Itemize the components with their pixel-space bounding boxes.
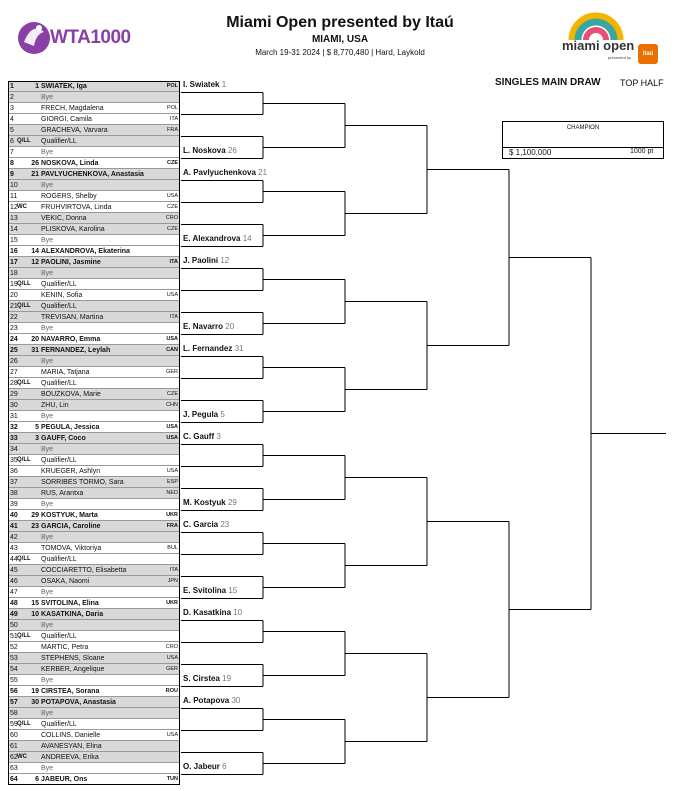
entry-number: 20 [10, 292, 18, 299]
entry-number: 10 [10, 182, 18, 189]
entry-name: Bye [41, 149, 54, 156]
entry-number: 39 [10, 501, 18, 508]
entry-number: 6 [10, 138, 14, 145]
second-round-name: I. Swiatek [183, 80, 222, 89]
entry-name: Bye [41, 94, 54, 101]
second-round-seed: 30 [231, 696, 241, 705]
entry-country: ITA [169, 567, 178, 573]
entry-number: 27 [10, 369, 18, 376]
entry-number: 13 [10, 215, 18, 222]
entry-name: MARTIC, Petra [41, 644, 89, 651]
entry-number: 40 [10, 512, 18, 519]
champion-label: CHAMPION [566, 125, 600, 131]
entry-seed: 31 [31, 347, 39, 354]
entry-name: Bye [41, 358, 54, 365]
entry-name: Qualifier/LL [41, 303, 77, 310]
entry-name: TREVISAN, Martina [41, 314, 104, 321]
entry-name: Qualifier/LL [41, 556, 77, 563]
second-round-seed: 6 [222, 762, 227, 771]
entry-number: 14 [10, 226, 18, 233]
entry-country: POL [166, 83, 178, 89]
entry-number: 12 [10, 204, 18, 211]
entry-name: Bye [41, 534, 54, 541]
sponsor-name: miami open [562, 38, 635, 53]
second-round-name: S. Cirstea [183, 674, 223, 683]
entry-number: 64 [10, 776, 18, 783]
entry-number: 35 [10, 457, 18, 464]
entry-name: SVITOLINA, Elina [41, 600, 99, 607]
entry-number: 5 [10, 127, 14, 134]
entry-number: 24 [10, 336, 18, 343]
second-round-seed: 31 [234, 344, 244, 353]
entry-name: RUS, Arantxa [41, 490, 84, 497]
entry-number: 47 [10, 589, 18, 596]
entry-country: ROU [165, 688, 178, 694]
entry-name: Bye [41, 413, 54, 420]
entry-country: BUL [167, 545, 178, 551]
entry-name: Bye [41, 270, 54, 277]
entry-tag: Q/LL [17, 457, 31, 463]
second-round-name: E. Alexandrova [183, 234, 243, 243]
entry-seed: 5 [35, 424, 39, 431]
entry-name: Bye [41, 622, 54, 629]
second-round-name: J. Paolini [183, 256, 221, 265]
entry-name: Bye [41, 765, 54, 772]
entry-number: 4 [10, 116, 14, 123]
entry-name: Bye [41, 182, 54, 189]
entry-number: 57 [10, 699, 18, 706]
entry-number: 33 [10, 435, 18, 442]
entry-number: 51 [10, 633, 18, 640]
entry-name: VEKIC, Donna [41, 215, 87, 222]
entry-seed: 26 [31, 160, 39, 167]
second-round-name: L. Fernandez [183, 344, 235, 353]
entry-number: 9 [10, 171, 14, 178]
entry-number: 50 [10, 622, 18, 629]
entry-number: 48 [10, 600, 18, 607]
entry-number: 58 [10, 710, 18, 717]
entry-number: 59 [10, 721, 18, 728]
itau-logo: itaú [638, 44, 658, 64]
entry-name: MARIA, Tatjana [41, 369, 90, 376]
entry-tag: Q/LL [17, 380, 31, 386]
entry-number: 36 [10, 468, 18, 475]
second-round-name: O. Jabeur [183, 762, 223, 771]
entry-number: 16 [10, 248, 18, 255]
entry-country: ITA [169, 259, 178, 265]
entry-name: POTAPOVA, Anastasia [41, 699, 116, 706]
entry-country: USA [166, 193, 178, 199]
entry-name: Qualifier/LL [41, 721, 77, 728]
entry-tag: Q/LL [17, 303, 31, 309]
second-round-name: C. Garcia [183, 520, 221, 529]
entry-seed: 1 [35, 83, 39, 90]
entry-tag: WC [17, 754, 27, 760]
entry-name: ALEXANDROVA, Ekaterina [41, 248, 130, 255]
entry-country: CZE [167, 391, 178, 397]
entry-seed: 14 [31, 248, 39, 255]
entry-name: PAOLINI, Jasmine [41, 259, 101, 266]
entry-seed: 20 [31, 336, 39, 343]
entry-tag: Q/LL [17, 281, 31, 287]
entry-name: FRECH, Magdalena [41, 105, 104, 112]
champion-prize: $ 1,100,000 [509, 148, 552, 157]
entry-country: CRO [165, 215, 178, 221]
second-round-name: C. Gauff [183, 432, 217, 441]
entry-name: Bye [41, 237, 54, 244]
entry-number: 53 [10, 655, 18, 662]
entry-country: CZE [167, 160, 178, 166]
entry-number: 44 [10, 556, 18, 563]
entry-number: 60 [10, 732, 18, 739]
entry-name: SORRIBES TORMO, Sara [41, 479, 124, 486]
second-round-seed: 5 [220, 410, 225, 419]
entry-country: USA [166, 292, 178, 298]
entry-name: ROGERS, Shelby [41, 193, 97, 200]
entry-country: FRA [166, 523, 178, 529]
entry-number: 2 [10, 94, 14, 101]
entry-number: 7 [10, 149, 14, 156]
entry-number: 34 [10, 446, 18, 453]
entry-number: 32 [10, 424, 18, 431]
entry-number: 8 [10, 160, 14, 167]
second-round-name: A. Potapova [183, 696, 232, 705]
entry-number: 19 [10, 281, 18, 288]
entry-country: GER [166, 369, 178, 375]
entry-number: 61 [10, 743, 18, 750]
entry-number: 11 [10, 193, 18, 200]
second-round-seed: 21 [258, 168, 268, 177]
entry-seed: 3 [35, 435, 39, 442]
entry-name: KRUEGER, Ashlyn [41, 468, 101, 475]
entry-tag: Q/LL [17, 556, 31, 562]
entry-number: 62 [10, 754, 18, 761]
entry-seed: 12 [31, 259, 39, 266]
entry-name: KASATKINA, Daria [41, 611, 104, 618]
entry-name: COCCIARETTO, Elisabetta [41, 567, 127, 574]
entry-name: NAVARRO, Emma [41, 336, 101, 343]
entry-country: USA [166, 468, 178, 474]
entry-name: Qualifier/LL [41, 380, 77, 387]
draw-label: SINGLES MAIN DRAW [495, 77, 601, 88]
entry-name: Qualifier/LL [41, 457, 77, 464]
second-round-name: A. Pavlyuchenkova [183, 168, 259, 177]
second-round-name: D. Kasatkina [183, 608, 234, 617]
entry-country: CAN [166, 347, 178, 353]
entry-number: 37 [10, 479, 18, 486]
entry-number: 42 [10, 534, 18, 541]
entry-number: 56 [10, 688, 18, 695]
entry-name: Qualifier/LL [41, 633, 77, 640]
second-round-name: J. Pegula [183, 410, 221, 419]
entry-number: 29 [10, 391, 18, 398]
entry-name: ANDREEVA, Erika [41, 754, 99, 761]
entry-country: NED [166, 490, 178, 496]
second-round-seed: 12 [220, 256, 230, 265]
entry-name: TOMOVA, Viktoriya [41, 545, 102, 552]
entry-name: CIRSTEA, Sorana [41, 688, 100, 695]
entry-name: Bye [41, 589, 54, 596]
entry-number: 41 [10, 523, 18, 530]
entry-name: Bye [41, 446, 54, 453]
second-round-name: M. Kostyuk [183, 498, 228, 507]
second-round-name: L. Noskova [183, 146, 228, 155]
entry-country: UKR [166, 512, 178, 518]
entry-name: Qualifier/LL [41, 281, 77, 288]
entry-number: 54 [10, 666, 18, 673]
sponsor-presented-by: presented by [608, 55, 632, 60]
entry-number: 15 [10, 237, 18, 244]
entry-country: CRO [165, 644, 178, 650]
entry-country: GER [166, 666, 178, 672]
entry-country: ITA [169, 116, 178, 122]
champion-points: 1000 pt [630, 148, 654, 155]
entry-number: 22 [10, 314, 18, 321]
entry-seed: 30 [31, 699, 39, 706]
entry-seed: 21 [31, 171, 39, 178]
entry-number: 18 [10, 270, 18, 277]
entry-name: GRACHEVA, Varvara [41, 127, 108, 134]
entry-name: SWIATEK, Iga [41, 83, 87, 90]
entry-name: Bye [41, 677, 54, 684]
entry-tag: WC [17, 204, 27, 210]
entry-name: KOSTYUK, Marta [41, 512, 98, 519]
entry-country: CZE [167, 226, 178, 232]
draw-half: TOP HALF [620, 78, 664, 88]
entry-country: ESP [166, 479, 178, 485]
entry-number: 21 [10, 303, 18, 310]
entry-country: CZE [167, 204, 178, 210]
entry-name: COLLINS, Danielle [41, 732, 101, 739]
entry-tag: Q/LL [17, 138, 31, 144]
second-round-seed: 10 [233, 608, 243, 617]
entry-name: GARCIA, Caroline [41, 523, 101, 530]
entry-name: ZHU, Lin [41, 402, 69, 409]
tournament-location: MIAMI, USA [311, 34, 369, 45]
second-round-seed: 26 [227, 146, 237, 155]
entry-number: 63 [10, 765, 18, 772]
entry-name: Bye [41, 710, 54, 717]
entry-name: FRUHVIRTOVA, Linda [41, 204, 112, 211]
entry-number: 28 [10, 380, 18, 387]
entry-country: USA [166, 655, 178, 661]
entry-number: 3 [10, 105, 14, 112]
entry-number: 38 [10, 490, 18, 497]
entry-number: 55 [10, 677, 18, 684]
entry-name: Bye [41, 325, 54, 332]
entry-country: USA [166, 336, 178, 342]
entry-number: 1 [10, 83, 14, 90]
entry-number: 52 [10, 644, 18, 651]
second-round-seed: 29 [227, 498, 237, 507]
entry-name: PAVLYUCHENKOVA, Anastasia [41, 171, 144, 178]
entry-name: BOUZKOVA, Marie [41, 391, 101, 398]
entry-name: GIORGI, Camila [41, 116, 92, 123]
entry-country: USA [166, 424, 178, 430]
entry-number: 30 [10, 402, 18, 409]
second-round-name: E. Navarro [183, 322, 226, 331]
entry-name: KERBER, Angelique [41, 666, 105, 673]
second-round-seed: 1 [221, 80, 227, 89]
entry-number: 31 [10, 413, 18, 420]
second-round-name: E. Svitolina [183, 586, 229, 595]
entry-name: NOSKOVA, Linda [41, 160, 99, 167]
wta-logo-text: WTA1000 [50, 27, 131, 48]
entry-number: 17 [10, 259, 18, 266]
entry-number: 43 [10, 545, 18, 552]
entry-country: POL [166, 105, 178, 111]
second-round-seed: 14 [242, 234, 252, 243]
entry-number: 23 [10, 325, 18, 332]
entry-country: CHN [166, 402, 178, 408]
entry-name: GAUFF, Coco [41, 435, 86, 442]
entry-number: 26 [10, 358, 18, 365]
entry-name: PLISKOVA, Karolina [41, 226, 105, 233]
entry-country: USA [166, 435, 178, 441]
entry-number: 49 [10, 611, 18, 618]
entry-name: OSAKA, Naomi [41, 578, 90, 585]
entry-name: Qualifier/LL [41, 138, 77, 145]
entry-country: UKR [166, 600, 178, 606]
entry-name: PEGULA, Jessica [41, 424, 100, 431]
second-round-seed: 3 [216, 432, 221, 441]
entry-seed: 23 [31, 523, 39, 530]
entry-seed: 29 [31, 512, 39, 519]
entry-tag: Q/LL [17, 633, 31, 639]
entry-country: FRA [167, 127, 178, 133]
tournament-details: March 19-31 2024 | $ 8,770,480 | Hard, Laykold [255, 48, 425, 57]
second-round-seed: 23 [220, 520, 230, 529]
tournament-title: Miami Open presented by Itaú [226, 14, 454, 31]
entry-country: TUN [166, 776, 178, 782]
entry-number: 46 [10, 578, 18, 585]
entry-name: FERNANDEZ, Leylah [41, 347, 111, 354]
second-round-seed: 15 [228, 586, 238, 595]
entry-name: KENIN, Sofia [41, 292, 83, 299]
second-round-seed: 19 [222, 674, 232, 683]
entry-name: STEPHENS, Sloane [41, 655, 105, 662]
entry-name: AVANESYAN, Elina [41, 743, 102, 750]
entry-seed: 6 [35, 776, 39, 783]
entry-country: JPN [167, 578, 178, 584]
entry-number: 25 [10, 347, 18, 354]
entry-country: USA [166, 732, 178, 738]
entry-name: Bye [41, 501, 54, 508]
entry-number: 45 [10, 567, 18, 574]
entry-name: JABEUR, Ons [41, 776, 88, 783]
second-round-seed: 20 [225, 322, 235, 331]
entry-seed: 15 [31, 600, 39, 607]
entry-tag: Q/LL [17, 721, 31, 727]
entry-seed: 19 [31, 688, 39, 695]
entry-country: ITA [169, 314, 178, 320]
entry-seed: 10 [31, 611, 39, 618]
